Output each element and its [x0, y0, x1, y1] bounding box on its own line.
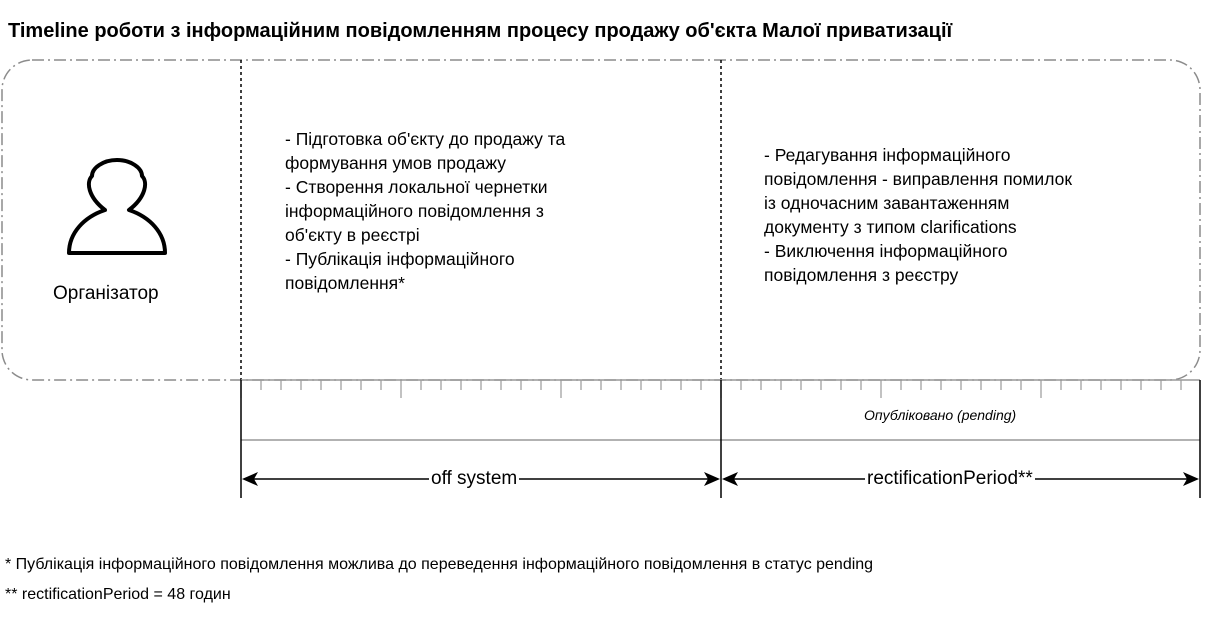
phase-2-line: - Виключення інформаційного	[764, 241, 1008, 261]
user-icon	[69, 160, 165, 253]
phase-2-line: документу з типом clarifications	[764, 217, 1017, 237]
footnote-2: ** rectificationPeriod = 48 годин	[5, 586, 231, 603]
role-label: Організатор	[53, 283, 159, 304]
footnote-1: * Публікація інформаційного повідомлення можлива до переведення інформаційного повідомлення в статус pending	[5, 556, 874, 573]
phase-1-line: інформаційного повідомлення з	[285, 201, 544, 221]
period-label-off-system: off system	[431, 468, 518, 489]
phase-1-line: формування умов продажу	[285, 153, 506, 173]
phase-1-description	[285, 127, 565, 295]
phase-1-line: об'єкту в реєстрі	[285, 225, 420, 245]
phase-2-description	[764, 143, 1072, 287]
phase-1-line: повідомлення*	[285, 273, 405, 293]
phase-2-line: із одночасним завантаженням	[764, 193, 1010, 213]
phase-2-line: повідомлення з реєстру	[764, 265, 959, 285]
period-label-rectification: rectificationPeriod**	[867, 468, 1033, 489]
status-label: Опубліковано (pending)	[864, 407, 1017, 423]
phase-1-line: - Створення локальної чернетки	[285, 177, 548, 197]
phase-2-line: повідомлення - виправлення помилок	[764, 169, 1073, 189]
phase-1-line: - Публікація інформаційного	[285, 249, 515, 269]
page-title: Timeline роботи з інформаційним повідомленням процесу продажу об'єкта Малої приватизації	[8, 20, 953, 42]
phase-2-line: - Редагування інформаційного	[764, 145, 1011, 165]
phase-1-line: - Підготовка об'єкту до продажу та	[285, 129, 566, 149]
